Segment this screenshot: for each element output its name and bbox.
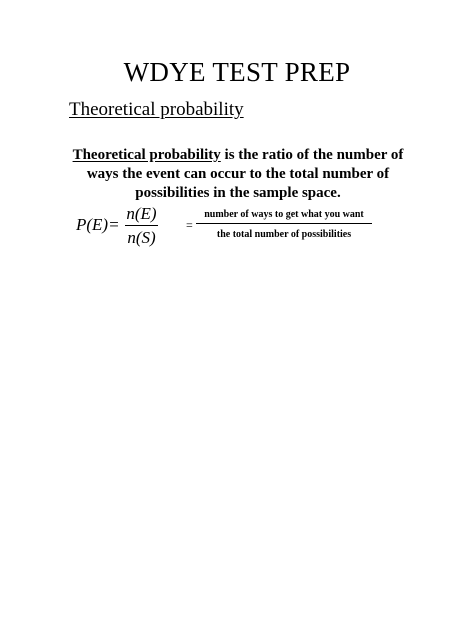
words-denominator: the total number of possibilities [216, 229, 352, 240]
formula-fraction [125, 204, 158, 248]
page-title: WDYE TEST PREP [123, 57, 351, 87]
section-heading: Theoretical probability [69, 99, 244, 120]
equals-sign: = [186, 218, 193, 232]
definition-term: Theoretical probability [72, 147, 221, 163]
words-numerator: number of ways to get what you want [204, 209, 364, 220]
formula-numerator: n(E) [126, 204, 157, 223]
definition-text: is the ratio of the number of ways the event can occur to the total number of possibilities in the sample space. [86, 147, 404, 201]
definition-paragraph [60, 146, 416, 203]
words-fraction-bar [196, 223, 372, 224]
words-formula [186, 208, 376, 248]
fraction-bar [125, 225, 158, 226]
words-fraction [196, 208, 372, 241]
probability-formula [76, 204, 166, 250]
formula-denominator: n(S) [127, 228, 156, 247]
formula-lhs: P(E)= [76, 215, 120, 234]
